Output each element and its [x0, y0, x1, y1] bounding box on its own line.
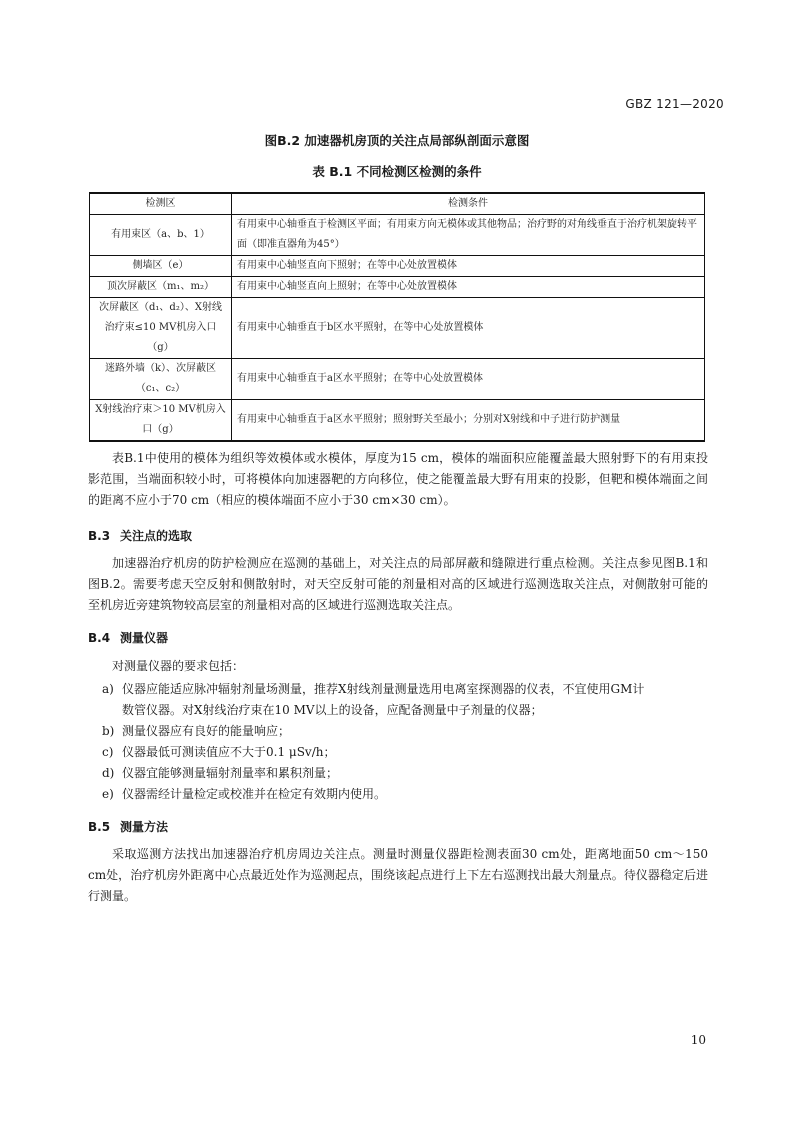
- section-title: 测量方法: [120, 820, 169, 834]
- zone-cell: 迷路外墙（k）、次屏蔽区（c₁、c₂）: [90, 359, 232, 400]
- zone-cell: 次屏蔽区（d₁、d₂）、X射线治疗束≤10 MV机房入口（g）: [90, 298, 232, 359]
- list-item: [102, 784, 708, 805]
- condition-cell: 有用束中心轴垂直于a区水平照射；在等中心处放置模体: [232, 359, 705, 400]
- condition-cell: 有用束中心轴竖直向下照射；在等中心处放置模体: [232, 256, 705, 277]
- condition-cell: 有用束中心轴垂直于a区水平照射；照射野关至最小；分别对X射线和中子进行防护测量: [232, 400, 705, 442]
- header-zone: 检测区: [90, 193, 232, 215]
- list-text: 仪器应能适应脉冲辐射剂量场测量，推荐X射线剂量测量选用电离室探测器的仪表，不宜使用GM计: [122, 682, 645, 696]
- zone-cell: 侧墙区（e）: [90, 256, 232, 277]
- section-title: 测量仪器: [120, 631, 169, 645]
- condition-cell: 有用束中心轴垂直于检测区平面；有用束方向无模体或其他物品；治疗野的对角线垂直于治疗机架旋转平面（即准直器角为45°）: [232, 215, 705, 256]
- section-b4-heading: [88, 629, 168, 646]
- zone-cell: 有用束区（a、b、1）: [90, 215, 232, 256]
- table-row: [90, 298, 705, 359]
- standard-code: GBZ 121—2020: [625, 97, 724, 111]
- section-number: B.4: [88, 631, 111, 645]
- list-text: 测量仪器应有良好的能量响应；: [122, 724, 291, 738]
- section-b3-heading: [88, 527, 192, 544]
- list-marker: b): [102, 724, 115, 738]
- table-header-row: [90, 193, 705, 215]
- section-number: B.3: [88, 529, 111, 543]
- list-text-continued: 数管仪器。对X射线治疗束在10 MV以上的设备，应配备测量中子剂量的仪器；: [122, 703, 543, 717]
- condition-cell: 有用束中心轴垂直于b区水平照射，在等中心处放置模体: [232, 298, 705, 359]
- list-marker: d): [102, 766, 115, 780]
- section-b3-body: 加速器治疗机房的防护检测应在巡测的基础上，对关注点的局部屏蔽和缝隙进行重点检测。关注点参见图B.1和图B.2。需要考虑天空反射和侧散射时，对天空反射可能的剂量相对高的区域进行巡测选取关注点，对侧散射可能的至机房近旁建筑物较高层室的剂量相对高的区域进行巡测选取关注点。: [88, 556, 708, 612]
- zone-cell: X射线治疗束＞10 MV机房入口（g）: [90, 400, 232, 442]
- section-b5-body: 采取巡测方法找出加速器治疗机房周边关注点。测量时测量仪器距检测表面30 cm处，距离地面50 cm～150 cm处，治疗机房外距离中心点最近处作为巡测起点，围绕该起点进行上下左右巡测找出最大剂量点。待仪器稳定后进行测量。: [88, 847, 708, 903]
- list-item: [102, 721, 708, 742]
- list-marker: a): [102, 682, 114, 696]
- condition-cell: 有用束中心轴竖直向上照射；在等中心处放置模体: [232, 277, 705, 298]
- list-item: [102, 742, 708, 763]
- section-number: B.5: [88, 820, 111, 834]
- table-row: [90, 256, 705, 277]
- table-row: [90, 215, 705, 256]
- section-b5-heading: [88, 818, 168, 835]
- figure-caption: 图B.2 加速器机房顶的关注点局部纵剖面示意图: [264, 133, 530, 148]
- zone-cell: 顶次屏蔽区（m₁、m₂）: [90, 277, 232, 298]
- table-caption: 表 B.1 不同检测区检测的条件: [312, 164, 482, 179]
- detection-conditions-table: [89, 192, 705, 442]
- list-text: 仪器宜能够测量辐射剂量率和累积剂量；: [122, 766, 339, 780]
- table-row: [90, 277, 705, 298]
- table-row: [90, 400, 705, 442]
- list-marker: c): [102, 745, 114, 759]
- section-b4-intro: 对测量仪器的要求包括：: [112, 659, 245, 673]
- list-text: 仪器最低可测读值应不大于0.1 μSv/h；: [122, 745, 336, 759]
- table-note: 表B.1中使用的模体为组织等效模体或水模体，厚度为15 cm，模体的端面积应能覆盖最大照射野下的有用束投影范围，当端面积较小时，可将模体向加速器靶的方向移位，使之能覆盖最大野有用束的投影，但靶和模体端面之间的距离不应小于70 cm（相应的模体端面不应小于30 cm×30 cm）。: [88, 451, 708, 507]
- header-condition: 检测条件: [232, 193, 705, 215]
- list-item: [102, 679, 708, 721]
- list-text: 仪器需经计量检定或校准并在检定有效期内使用。: [122, 787, 387, 801]
- table-row: [90, 359, 705, 400]
- section-title: 关注点的选取: [120, 529, 193, 543]
- list-item: [102, 763, 708, 784]
- page-number: 10: [690, 1033, 706, 1047]
- list-marker: e): [102, 787, 114, 801]
